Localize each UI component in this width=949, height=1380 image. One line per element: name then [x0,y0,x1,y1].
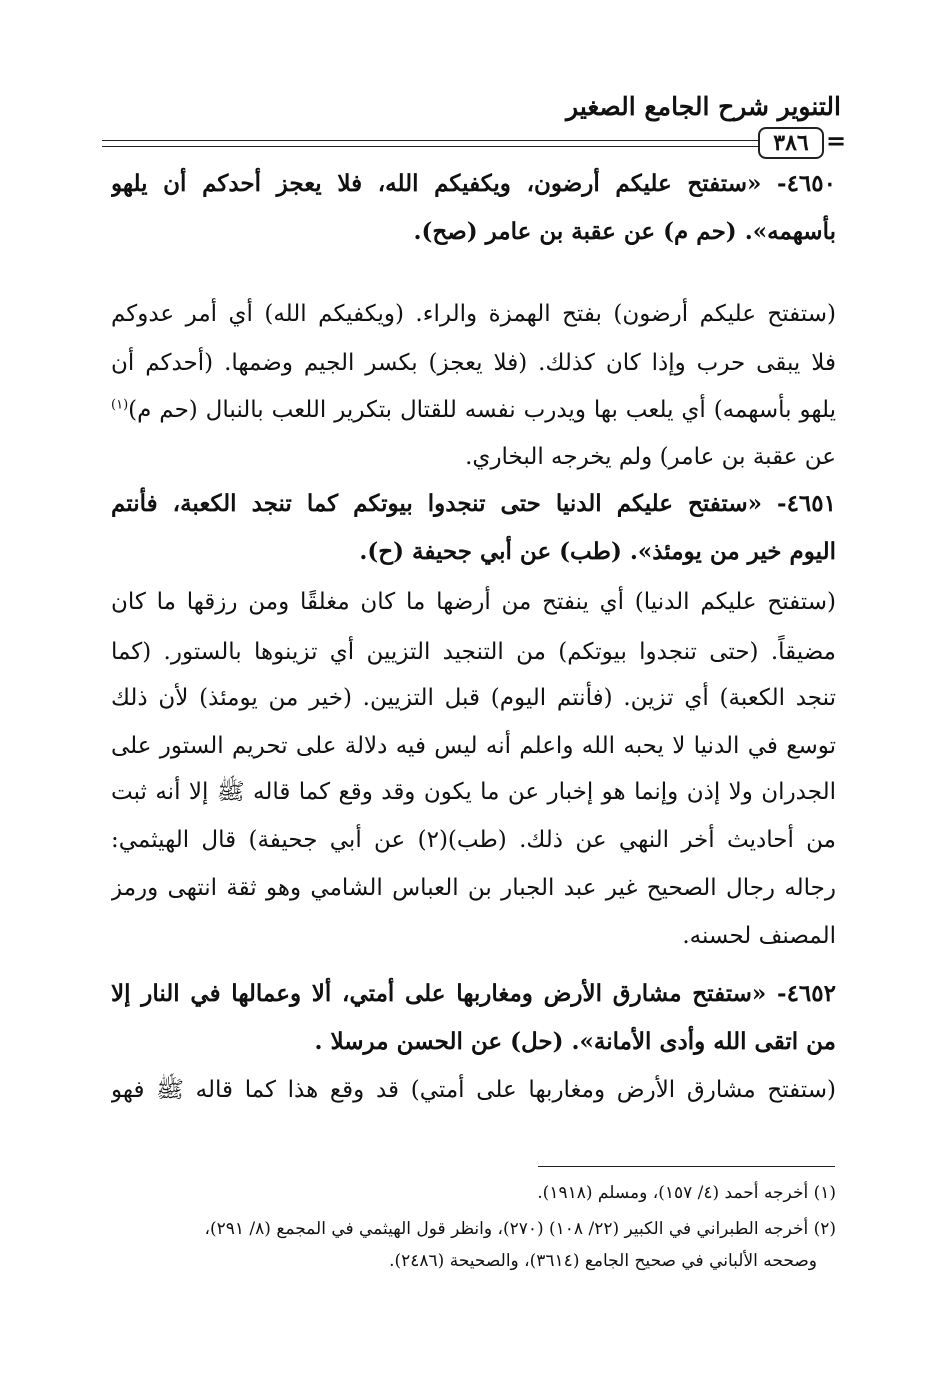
commentary-line: توسع في الدنيا لا يحبه الله واعلم أنه ليس فيه دلالة على تحريم الستور على [111,733,836,759]
running-header-title: التنوير شرح الجامع الصغير [566,92,841,121]
commentary-line: (ستفتح عليكم أرضون) بفتح الهمزة والراء. (ويكفيكم الله) أي أمر عدوكم [111,301,836,327]
footnote-marker: (١) [111,397,129,413]
hadith-line: ٤٦٥١- «ستفتح عليكم الدنيا حتى تنجدوا بيوتكم كما تنجد الكعبة، فأنتم [111,490,836,517]
commentary-line: المصنف لحسنه. [682,923,836,949]
commentary-line: تنجد الكعبة) أي تزين. (فأنتم اليوم) قبل التزيين. (خير من يومئذ) لأن ذلك [111,685,836,711]
hadith-line: من اتقى الله وأدى الأمانة». (حل) عن الحسن مرسلا . [314,1028,836,1055]
commentary-line: مضيقاً. (حتى تنجدوا بيوتكم) من التنجيد التزيين أي تزينوها بالستور. (كما [111,639,836,665]
footnote-line: وصححه الألباني في صحيح الجامع (٣٦١٤)، والصحيحة (٢٤٨٦). [389,1251,817,1271]
hadith-line: بأسهمه». (حم م) عن عقبة بن عامر (صح). [413,218,836,245]
page-number: ٣٨٦ [758,127,824,159]
page-number-mark: = [826,126,847,155]
commentary-line: فلا يبقى حرب وإذا كان كذلك. (فلا يعجز) بكسر الجيم وضمها. (أحدكم أن [111,350,836,376]
commentary-line: من أحاديث أخر النهي عن ذلك. (طب)(٢) عن أبي جحيفة) قال الهيثمي: [111,827,836,853]
footnote-line: (٢) أخرجه الطبراني في الكبير (٢٢/ ١٠٨) (٢٧٠)، وانظر قول الهيثمي في المجمع (٨/ ٢٩١)، [204,1219,836,1239]
commentary-line: (ستفتح مشارق الأرض ومغاربها على أمتي) قد وقع هذا كما قاله ﷺ فهو [111,1077,836,1103]
header-rule-top [102,140,758,141]
hadith-line: ٤٦٥٠- «ستفتح عليكم أرضون، ويكفيكم الله، فلا يعجز أحدكم أن يلهو [111,170,836,197]
hadith-line: اليوم خير من يومئذ». (طب) عن أبي جحيفة (ح). [359,538,836,565]
footnote-separator [538,1166,835,1167]
hadith-line: ٤٦٥٢- «ستفتح مشارق الأرض ومغاربها على أمتي، ألا وعمالها في النار إلا [111,980,836,1007]
commentary-line: عن عقبة بن عامر) ولم يخرجه البخاري. [465,444,836,470]
header-rule-bottom [102,146,758,147]
commentary-line: (ستفتح عليكم الدنيا) أي ينفتح من أرضها ما كان مغلقًا ومن رزقها ما كان [111,589,836,615]
commentary-line: يلهو بأسهمه) أي يلعب بها ويدرب نفسه للقتال بتكرير اللعب بالنبال (حم م)$^{(١)}$ [111,397,836,423]
footnote-line: (١) أخرجه أحمد (٤/ ١٥٧)، ومسلم (١٩١٨). [537,1183,836,1203]
commentary-line: الجدران ولا إذن وإنما هو إخبار عن ما يكون وقد وقع كما قاله ﷺ إلا أنه ثبت [111,779,836,805]
commentary-line: رجاله رجال الصحيح غير عبد الجبار بن العباس الشامي وهو ثقة انتهى ورمز [111,875,836,901]
